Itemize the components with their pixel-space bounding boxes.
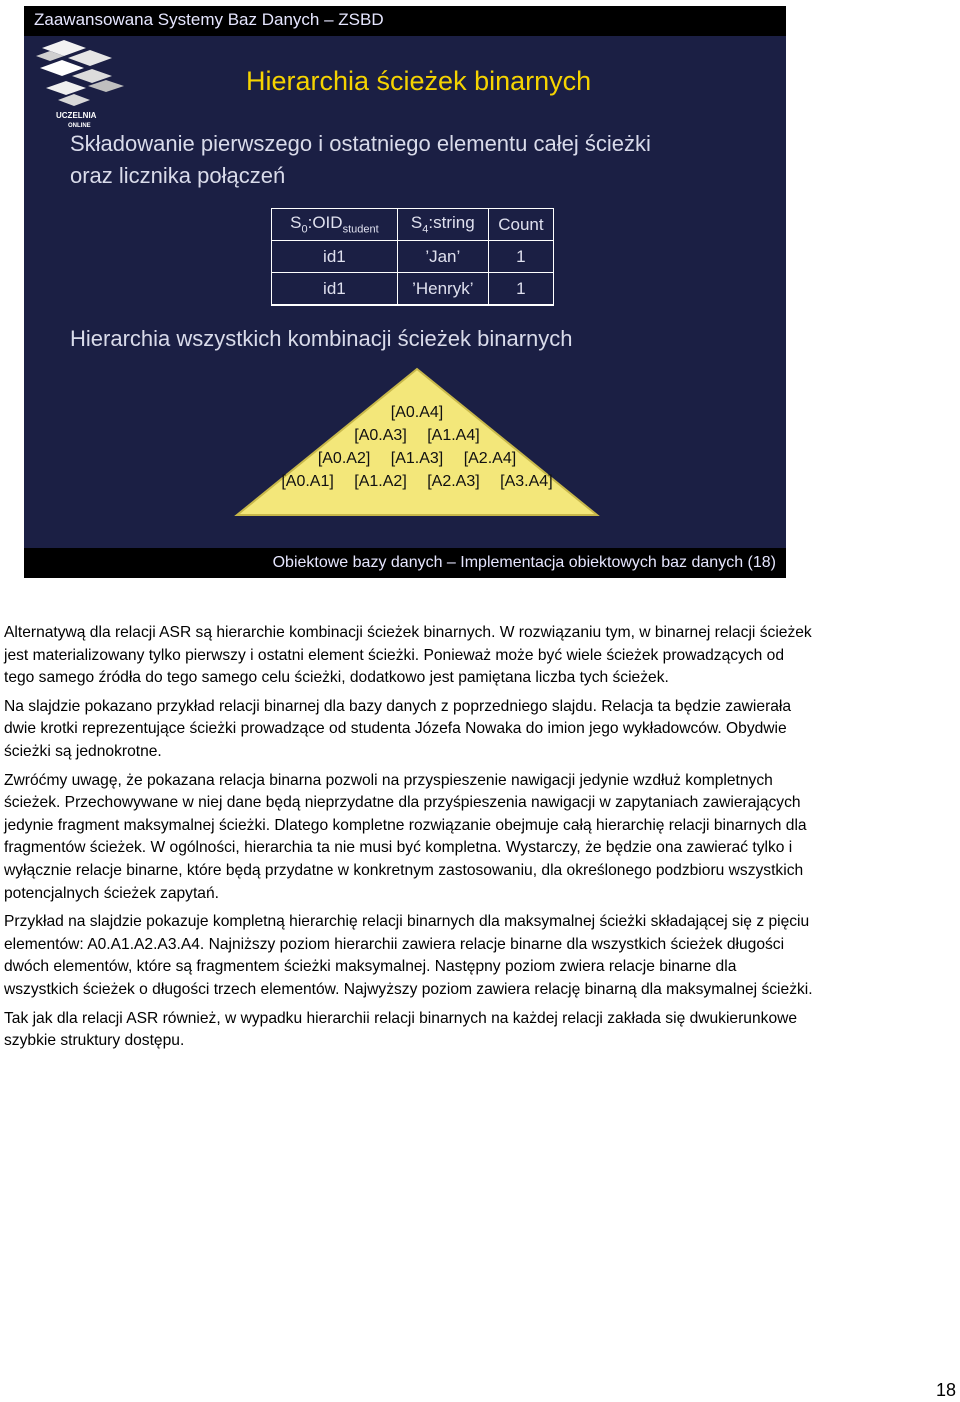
paragraph: Na slajdzie pokazano przykład relacji binarnej dla bazy danych z poprzedniego slajdu. Relacja ta będzie zawierała dwie krotki reprezentujące ścieżki prowadzące od studenta Józefa Nowaka do imion jego wykładowców. Obydwie ścieżki są jednokrotne. [4, 697, 792, 760]
triangle-item: [A1.A2] [354, 473, 407, 490]
triangle-level-1 [234, 404, 600, 422]
triangle-item: [A0.A3] [354, 427, 407, 444]
table-cell: ’Henryk’ [397, 273, 488, 305]
table-row [272, 241, 554, 273]
uczelnia-logo [34, 38, 134, 130]
table-cell: id1 [272, 273, 398, 305]
slide-title: Hierarchia ścieżek binarnych [246, 66, 592, 96]
triangle-level-2 [234, 427, 600, 445]
paragraph: Tak jak dla relacji ASR również, w wypadku hierarchii relacji binarnych na każdej relacji zakłada się dwukierunkowe szybkie struktury dostępu. [4, 1009, 798, 1050]
slide [24, 6, 786, 578]
table-cell: 1 [488, 241, 553, 273]
triangle-item: [A0.A4] [390, 404, 444, 421]
subtitle-line: Składowanie pierwszego i ostatniego elementu całej ścieżki [70, 131, 651, 156]
slide-header [24, 6, 786, 36]
svg-text:UCZELNIA: UCZELNIA [56, 111, 97, 120]
triangle-level-3 [234, 450, 600, 468]
hierarchy-title: Hierarchia wszystkich kombinacji ścieżek binarnych [70, 326, 573, 351]
triangle-item: [A1.A4] [427, 427, 480, 444]
paragraph: Alternatywą dla relacji ASR są hierarchie kombinacji ścieżek binarnych. W rozwiązaniu tym, w binarnej relacji ścieżek jest materializowany tylko pierwszy i ostatni element ścieżki. Ponieważ może być wiele ścieżek prowadzących od tego samego źródła do tego samego celu ścieżki, dodatkowo jest pamiętana liczba tych ścieżek. [4, 624, 812, 687]
notes-text [4, 622, 814, 1059]
slide-header-text: Zaawansowana Systemy Baz Danych – ZSBD [34, 10, 384, 29]
slide-subtitle [70, 128, 760, 192]
table-cell: id1 [272, 241, 398, 273]
table-row [272, 273, 554, 305]
table-cell: ’Jan’ [397, 241, 488, 273]
slide-footer-text: Obiektowe bazy danych – Implementacja obiektowych baz danych (18) [272, 554, 776, 571]
subtitle-line: oraz licznika połączeń [70, 163, 286, 188]
triangle-item: [A2.A3] [427, 473, 480, 490]
header-cell-source: $S_0:OID_{student}$ [272, 209, 398, 241]
table-cell: 1 [488, 273, 553, 305]
header-cell-target: $S_4:string$ [397, 209, 488, 241]
triangle-item: [A2.A4] [463, 450, 517, 467]
binary-relation-table [271, 208, 554, 306]
triangle-item: [A0.A2] [317, 450, 371, 467]
triangle-item: [A0.A1] [281, 473, 334, 490]
triangle-level-4 [234, 473, 600, 491]
paragraph: Przykład na slajdzie pokazuje kompletną hierarchię relacji binarnych dla maksymalnej ścieżki składającej się z pięciu elementów: A0.A1.A2.A3.A4. Najniższy poziom hierarchii zawiera relacje binarne dla wszystkich ścieżek długości dwóch elementów, które są fragmentem ścieżki maksymalnej. Następny poziom zwiera relacje binarne dla wszystkich ścieżek o długości trzech elementów. Najwyższy poziom zawiera relację binarną dla maksymalnej ścieżki. [4, 913, 813, 998]
paragraph: Zwróćmy uwagę, że pokazana relacja binarna pozwoli na przyspieszenie nawigacji jedynie wzdłuż kompletnych ścieżek. Przechowywane w niej dane będą nieprzydatne dla przyśpieszenia nawigacji w zapytaniach zawierających jedynie fragment maksymalnej ścieżki. Dlatego kompletne rozwiązanie obejmuje całą hierarchię relacji binarnych dla fragmentów ścieżek. W ogólności, hierarchia ta nie musi być kompletna. Wystarczy, że będzie ona zawierać tylko i wyłącznie relacje binarne, które będą przydatne w konkretnym zastosowaniu, dla określonego podzbioru wszystkich potencjalnych ścieżek zapytań. [4, 771, 807, 902]
svg-text:ONLINE: ONLINE [68, 123, 91, 129]
slide-footer [24, 548, 786, 578]
header-cell-count: Count [488, 209, 553, 241]
triangle-item: [A3.A4] [500, 473, 553, 490]
page-number: 18 [935, 1380, 956, 1400]
triangle-item: [A1.A3] [390, 450, 444, 467]
table-header-row [272, 209, 554, 241]
